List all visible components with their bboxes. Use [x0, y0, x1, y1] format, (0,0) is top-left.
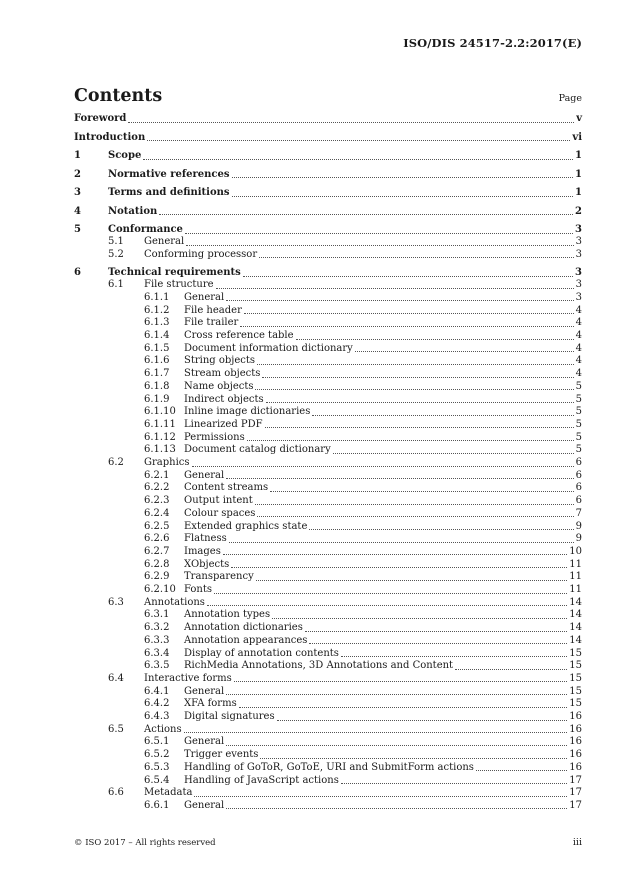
toc-entry-title: Transparency	[184, 571, 254, 583]
toc-entry-number: 6.2.4	[144, 507, 170, 519]
dot-leader	[234, 681, 568, 682]
toc-entry-number: 6.1	[108, 279, 124, 291]
toc-entry-page: 3	[575, 248, 582, 260]
toc-entry-title: Extended graphics state	[184, 520, 308, 532]
toc-entry-title: Graphics	[144, 457, 190, 468]
dot-leader	[309, 643, 567, 644]
dot-leader	[232, 196, 574, 197]
toc-entry-title: Colour spaces	[184, 507, 256, 519]
toc-entry[interactable]	[74, 736, 582, 748]
dot-leader	[259, 257, 574, 258]
toc-entry-page: 9	[575, 533, 582, 545]
dot-leader	[229, 542, 574, 543]
page-column-label: Page	[558, 93, 582, 104]
toc-entry-title: General	[144, 236, 185, 247]
toc-entry-page: 4	[575, 330, 582, 341]
toc-entry-page: 16	[569, 749, 582, 761]
toc-entry-title: General	[184, 799, 225, 811]
dot-leader	[128, 122, 574, 123]
toc-entry-number: 6.2.2	[144, 482, 170, 494]
toc-entry-number: 6.2	[108, 457, 124, 468]
toc-entry-page: 5	[575, 444, 582, 456]
toc-entry-number: 6.2.6	[144, 533, 170, 545]
toc-entry-page: 5	[575, 431, 582, 443]
toc-entry-number: 6.2.5	[144, 520, 170, 532]
toc-entry-page: 3	[575, 224, 582, 235]
toc-entry[interactable]	[74, 660, 582, 672]
toc-entry-page: 7	[575, 507, 582, 519]
toc-entry-title: Display of annotation contents	[184, 647, 339, 659]
toc-entry-title: Interactive forms	[144, 672, 232, 684]
toc-entry-page: v	[576, 113, 582, 124]
toc-entry[interactable]	[74, 206, 582, 218]
toc-entry-title: Introduction	[74, 131, 146, 143]
dot-leader	[226, 300, 573, 301]
toc-entry-page: 3	[575, 236, 582, 247]
toc-entry-title: Document catalog dictionary	[184, 444, 331, 456]
toc-entry-page: 3	[575, 267, 582, 279]
toc-entry[interactable]	[74, 267, 582, 279]
toc-entry-page: 6	[575, 495, 582, 507]
toc-entry-number: 6.3.5	[144, 660, 170, 672]
toc-entry-title: General	[184, 736, 225, 748]
dot-leader	[455, 669, 567, 670]
toc-entry-title: XObjects	[184, 558, 230, 570]
toc-entry[interactable]	[74, 787, 582, 799]
toc-entry-number: 6.1.10	[144, 406, 176, 418]
toc-entry[interactable]	[74, 546, 582, 558]
toc-entry-page: 5	[575, 380, 582, 392]
toc-entry-page: 10	[569, 545, 582, 557]
toc-entry-title: Fonts	[184, 584, 213, 595]
toc-entry-title: Stream objects	[184, 368, 261, 380]
dot-leader	[143, 159, 573, 160]
toc-entry-page: 16	[569, 723, 582, 735]
toc-entry-title: File structure	[144, 279, 214, 291]
toc-entry-title: Digital signatures	[184, 711, 275, 722]
toc-entry-title: Conformance	[108, 224, 183, 235]
toc-entry-number: 6.3.4	[144, 647, 170, 659]
toc-entry-number: 6.2.9	[144, 571, 170, 583]
toc-entry-title: XFA forms	[184, 698, 237, 710]
toc-entry-title: General	[184, 685, 225, 697]
toc-entry-page: 14	[569, 634, 582, 646]
toc-entry-page: 15	[569, 660, 582, 672]
toc-entry[interactable]	[74, 609, 582, 621]
toc-entry-page: 6	[575, 469, 582, 481]
toc-entry-title: Trigger events	[184, 749, 259, 761]
toc-entry-page: 14	[569, 596, 582, 608]
toc-entry-number: 6.5	[108, 723, 124, 735]
dot-leader	[333, 453, 574, 454]
toc-entry-title: Permissions	[184, 431, 245, 443]
dot-leader	[159, 214, 573, 215]
toc-entry-title: Output intent	[184, 495, 253, 507]
toc-entry-number: 6.5.2	[144, 749, 170, 761]
toc-entry-page: 3	[575, 291, 582, 303]
dot-leader	[312, 415, 573, 416]
toc-entry[interactable]	[74, 305, 582, 317]
dot-leader	[194, 796, 567, 797]
dot-leader	[226, 745, 567, 746]
toc-entry-title: Annotation types	[184, 609, 271, 621]
toc-entry-page: 16	[569, 711, 582, 722]
dot-leader	[256, 580, 568, 581]
dot-leader	[272, 618, 567, 619]
toc-entry[interactable]	[74, 343, 582, 355]
toc-entry-title: Annotation appearances	[184, 634, 308, 646]
toc-entry[interactable]	[74, 800, 582, 812]
toc-entry-number: 6.2.7	[144, 545, 170, 557]
toc-entry-page: 15	[569, 698, 582, 710]
toc-entry-title: Inline image dictionaries	[184, 406, 311, 418]
dot-leader	[255, 504, 574, 505]
toc-entry[interactable]	[74, 508, 582, 520]
dot-leader	[260, 758, 567, 759]
toc-entry-number: 2	[74, 168, 81, 180]
toc-entry[interactable]	[74, 673, 582, 685]
toc-entry[interactable]	[74, 470, 582, 482]
dot-leader	[341, 783, 567, 784]
toc-entry-title: RichMedia Annotations, 3D Annotations and Content	[184, 660, 454, 672]
toc-entry-page: 11	[569, 558, 582, 570]
toc-entry-title: Normative references	[108, 168, 230, 180]
toc-entry[interactable]	[74, 775, 582, 787]
toc-entry-number: 4	[74, 205, 81, 217]
toc-entry-page: 5	[575, 406, 582, 418]
toc-entry-title: Foreword	[74, 113, 127, 124]
toc-entry-page: 15	[569, 685, 582, 697]
toc-entry[interactable]	[74, 711, 582, 723]
dot-leader	[243, 276, 573, 277]
toc-entry-title: Images	[184, 545, 221, 557]
dot-leader	[186, 245, 573, 246]
toc-entry-number: 6.5.3	[144, 761, 170, 773]
dot-leader	[226, 478, 573, 479]
dot-leader	[192, 466, 574, 467]
toc-entry[interactable]	[74, 187, 582, 199]
toc-entry[interactable]	[74, 559, 582, 571]
dot-leader	[185, 233, 573, 234]
toc-entry-page: 4	[575, 342, 582, 354]
toc-entry-number: 6.6	[108, 787, 124, 799]
toc-entry-title: Annotation dictionaries	[184, 622, 303, 634]
toc-entry-title: Annotations	[144, 596, 205, 608]
toc-entry[interactable]	[74, 495, 582, 507]
toc-entry-number: 6.1.5	[144, 342, 170, 354]
toc-entry-number: 6.3.3	[144, 634, 170, 646]
dot-leader	[184, 732, 568, 733]
toc-entry-title: Linearized PDF	[184, 418, 263, 430]
toc-entry[interactable]	[74, 317, 582, 329]
toc-entry-number: 6.3.2	[144, 622, 170, 634]
toc-entry-page: 17	[569, 787, 582, 799]
toc-entry-page: 5	[575, 393, 582, 405]
toc-entry-number: 6.1.1	[144, 291, 170, 303]
toc-entry-page: 6	[575, 482, 582, 494]
toc-entry-title: Cross reference table	[184, 330, 294, 341]
dot-leader	[226, 808, 567, 809]
toc-entry-page: 1	[575, 150, 582, 161]
toc-entry-title: General	[184, 469, 225, 481]
toc-entry-number: 3	[74, 187, 81, 198]
toc-entry-title: Content streams	[184, 482, 269, 494]
dot-leader	[232, 177, 574, 178]
toc-entry-page: 2	[575, 205, 582, 217]
toc-entry[interactable]	[74, 457, 582, 469]
dot-leader	[214, 593, 567, 594]
toc-entry-page: 14	[569, 622, 582, 634]
dot-leader	[257, 364, 574, 365]
dot-leader	[270, 491, 574, 492]
toc-entry[interactable]	[74, 279, 582, 291]
toc-entry-number: 6.4.1	[144, 685, 170, 697]
toc-entry-page: 1	[575, 187, 582, 198]
toc-entry[interactable]	[74, 406, 582, 418]
toc-entry-title: Conforming processor	[144, 248, 258, 260]
dot-leader	[296, 339, 574, 340]
toc-entry[interactable]	[74, 169, 582, 181]
toc-entry-number: 6.1.3	[144, 317, 170, 329]
dot-leader	[262, 377, 573, 378]
toc-entry-number: 6.2.3	[144, 495, 170, 507]
toc-entry-number: 6.3	[108, 596, 124, 608]
toc-entry-page: vi	[572, 131, 582, 143]
toc-entry[interactable]	[74, 368, 582, 380]
toc-entry-number: 6.4.3	[144, 711, 170, 722]
dot-leader	[309, 529, 573, 530]
toc-entry-title: Metadata	[144, 787, 193, 799]
toc-entry[interactable]	[74, 698, 582, 710]
toc-entry[interactable]	[74, 648, 582, 660]
toc-entry-number: 6.5.1	[144, 736, 170, 748]
toc-entry[interactable]	[74, 381, 582, 393]
toc-entry-page: 1	[575, 168, 582, 180]
dot-leader	[266, 402, 574, 403]
toc-entry-number: 6	[74, 267, 81, 279]
toc-entry-number: 6.1.9	[144, 393, 170, 405]
dot-leader	[476, 770, 567, 771]
document-id: ISO/DIS 24517-2.2:2017(E)	[403, 36, 582, 50]
toc-entry[interactable]	[74, 635, 582, 647]
dot-leader	[277, 720, 568, 721]
toc-entry-number: 6.1.12	[144, 431, 176, 443]
toc-entry[interactable]	[74, 249, 582, 261]
toc-entry-number: 6.1.13	[144, 444, 176, 456]
toc-entry[interactable]	[74, 686, 582, 698]
toc-entry-number: 6.6.1	[144, 799, 170, 811]
toc-entry[interactable]	[74, 571, 582, 583]
toc-entry-number: 6.2.10	[144, 584, 176, 595]
toc-title: Contents	[74, 86, 163, 106]
toc-entry-title: Handling of GoToR, GoToE, URI and SubmitForm actions	[184, 761, 474, 773]
toc-entry-number: 1	[74, 150, 81, 161]
dot-leader	[355, 351, 574, 352]
toc-entry[interactable]	[74, 330, 582, 342]
toc-entry[interactable]	[74, 113, 582, 125]
toc-entry[interactable]	[74, 132, 582, 144]
toc-entry-page: 4	[575, 304, 582, 316]
dot-leader	[341, 656, 567, 657]
toc-entry[interactable]	[74, 292, 582, 304]
dot-leader	[226, 694, 567, 695]
dot-leader	[207, 605, 567, 606]
toc-entry-page: 4	[575, 355, 582, 367]
toc-entry-title: Document information dictionary	[184, 342, 353, 354]
toc-entry-title: Terms and definitions	[108, 187, 230, 198]
dot-leader	[240, 326, 573, 327]
dot-leader	[305, 631, 567, 632]
toc-entry[interactable]	[74, 419, 582, 431]
dot-leader	[216, 288, 574, 289]
toc-entry-number: 6.4.2	[144, 698, 170, 710]
dot-leader	[257, 516, 573, 517]
footer-page-number: iii	[572, 837, 582, 848]
toc-entry-number: 6.1.6	[144, 355, 170, 367]
toc-entry[interactable]	[74, 622, 582, 634]
toc-entry-page: 16	[569, 761, 582, 773]
toc-entry-page: 3	[575, 279, 582, 291]
toc-entry-title: Indirect objects	[184, 393, 264, 405]
toc-entry-number: 5.1	[108, 236, 124, 247]
toc-entry-number: 6.4	[108, 672, 124, 684]
toc-entry-number: 5	[74, 224, 81, 235]
toc-entry-title: Notation	[108, 205, 158, 217]
dot-leader	[247, 440, 574, 441]
toc-entry[interactable]	[74, 584, 582, 596]
toc-entry-title: File header	[184, 304, 242, 316]
toc-entry-page: 11	[569, 571, 582, 583]
toc-entry-page: 16	[569, 736, 582, 748]
toc-entry-number: 6.1.7	[144, 368, 170, 380]
dot-leader	[231, 567, 567, 568]
dot-leader	[255, 389, 573, 390]
toc-entry-page: 17	[569, 774, 582, 786]
dot-leader	[223, 554, 567, 555]
toc-entry-title: Name objects	[184, 380, 254, 392]
toc-entry-title: File trailer	[184, 317, 239, 329]
toc-entry-page: 9	[575, 520, 582, 532]
toc-entry-title: Actions	[144, 723, 182, 735]
toc-entry-title: Handling of JavaScript actions	[184, 774, 339, 786]
toc-entry[interactable]	[74, 355, 582, 367]
toc-entry[interactable]	[74, 724, 582, 736]
dot-leader	[265, 427, 574, 428]
toc-entry-title: General	[184, 291, 225, 303]
toc-entry-title: Technical requirements	[108, 267, 241, 279]
toc-entry[interactable]	[74, 224, 582, 236]
footer-copyright: © ISO 2017 – All rights reserved	[74, 838, 216, 848]
dot-leader	[239, 707, 568, 708]
toc-entry-page: 15	[569, 672, 582, 684]
toc-entry[interactable]	[74, 432, 582, 444]
toc-entry-page: 5	[575, 418, 582, 430]
toc-entry-number: 6.1.2	[144, 304, 170, 316]
toc-entry-title: Flatness	[184, 533, 227, 545]
toc-entry-page: 4	[575, 368, 582, 380]
toc-entry-number: 6.2.1	[144, 469, 170, 481]
toc-entry-page: 14	[569, 609, 582, 621]
toc-entry-number: 6.3.1	[144, 609, 170, 621]
toc-entry-title: String objects	[184, 355, 256, 367]
dot-leader	[147, 140, 570, 141]
toc-entry-number: 5.2	[108, 248, 124, 260]
toc-entry-number: 6.5.4	[144, 774, 170, 786]
toc-entry-number: 6.1.4	[144, 330, 170, 341]
toc-entry[interactable]	[74, 150, 582, 162]
toc-entry[interactable]	[74, 236, 582, 248]
toc-entry-page: 6	[575, 457, 582, 468]
toc-entry[interactable]	[74, 597, 582, 609]
toc-entry-page: 15	[569, 647, 582, 659]
toc-entry[interactable]	[74, 533, 582, 545]
toc-entry[interactable]	[74, 482, 582, 494]
toc-entry-page: 11	[569, 584, 582, 595]
toc-entry[interactable]	[74, 749, 582, 761]
toc-entry-number: 6.2.8	[144, 558, 170, 570]
toc-entry-page: 17	[569, 799, 582, 811]
toc-entry[interactable]	[74, 394, 582, 406]
toc-entry[interactable]	[74, 521, 582, 533]
toc-entry[interactable]	[74, 444, 582, 456]
toc-entry-page: 4	[575, 317, 582, 329]
toc-entry-number: 6.1.11	[144, 418, 176, 430]
toc-entry-number: 6.1.8	[144, 380, 170, 392]
toc-entry[interactable]	[74, 762, 582, 774]
toc-entry-title: Scope	[108, 150, 142, 161]
dot-leader	[244, 313, 574, 314]
